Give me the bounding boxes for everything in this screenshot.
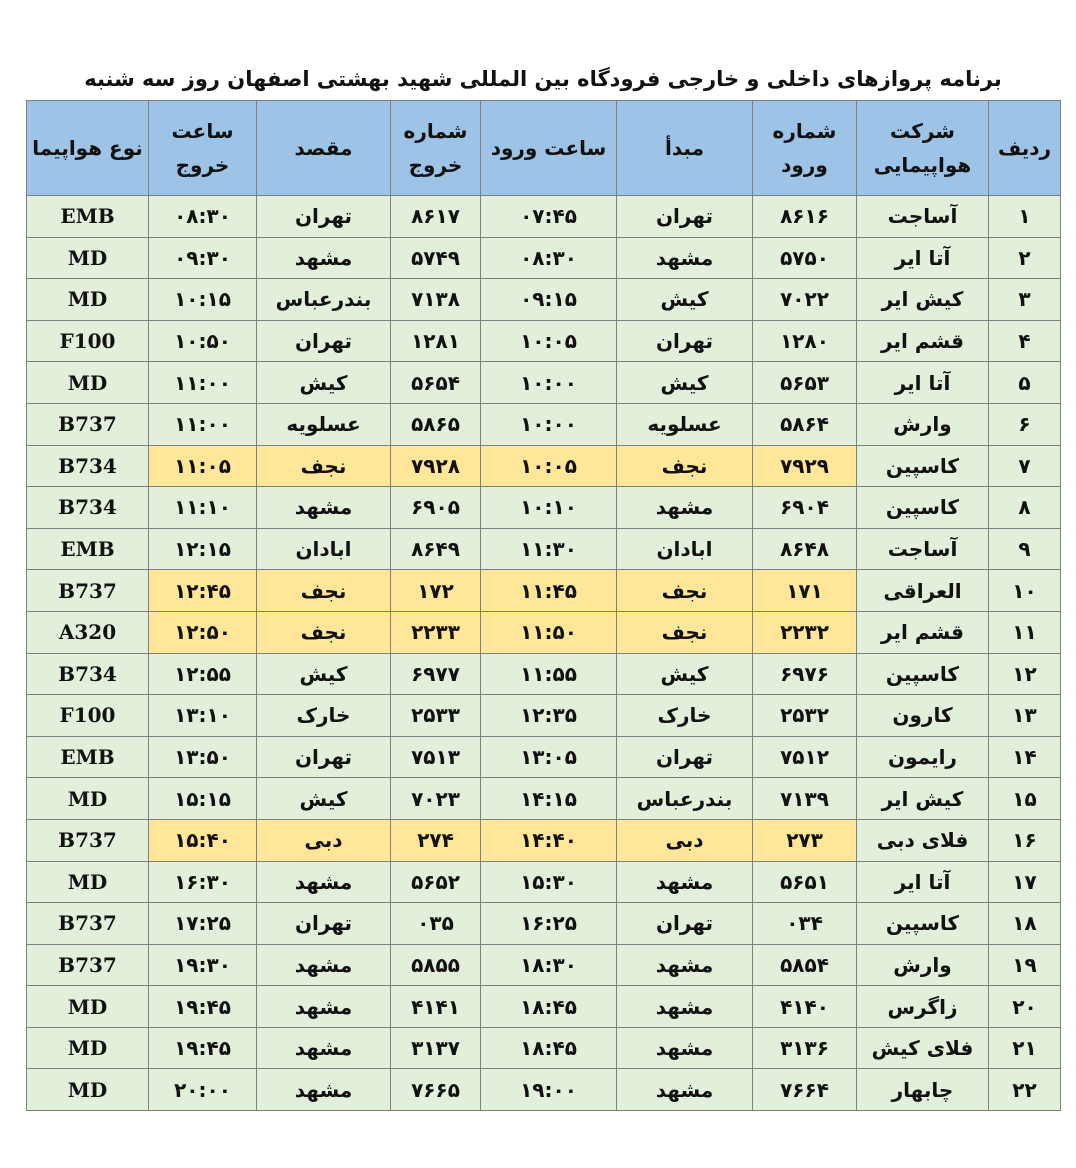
origin-cell: کیش [617, 362, 753, 404]
origin-cell: کیش [617, 279, 753, 321]
arrival-time-cell: ۱۸:۴۵ [481, 1027, 617, 1069]
origin-cell: مشهد [617, 944, 753, 986]
arrival-number-cell: ۶۹۷۶ [753, 653, 857, 695]
airline-cell: آساجت [857, 196, 989, 238]
departure-number-cell: ۴۱۴۱ [391, 986, 481, 1028]
airline-cell: آساجت [857, 528, 989, 570]
departure-number-cell: ۵۶۵۲ [391, 861, 481, 903]
aircraft-type-cell: MD [27, 986, 149, 1028]
airline-cell: قشم ایر [857, 611, 989, 653]
table-row [27, 736, 1061, 778]
origin-cell: مشهد [617, 237, 753, 279]
destination-cell: مشهد [257, 861, 391, 903]
destination-cell: مشهد [257, 237, 391, 279]
table-row [27, 1027, 1061, 1069]
destination-cell: ابادان [257, 528, 391, 570]
header-label-line1: ساعت [171, 119, 234, 143]
origin-cell: خارک [617, 695, 753, 737]
origin-cell: مشهد [617, 1027, 753, 1069]
airline-cell: کیش ایر [857, 778, 989, 820]
aircraft-type-cell: MD [27, 237, 149, 279]
destination-cell: بندرعباس [257, 279, 391, 321]
arrival-number-cell: ۸۶۱۶ [753, 196, 857, 238]
airline-cell: وارش [857, 403, 989, 445]
aircraft-type-cell: B737 [27, 819, 149, 861]
row-number-cell: ۲ [989, 237, 1061, 279]
destination-cell: نجف [257, 570, 391, 612]
aircraft-type-cell: B737 [27, 570, 149, 612]
aircraft-type-cell: F100 [27, 320, 149, 362]
departure-time-cell: ۱۲:۴۵ [149, 570, 257, 612]
aircraft-type-cell: B737 [27, 903, 149, 945]
destination-cell: مشهد [257, 1027, 391, 1069]
departure-number-cell: ۷۰۲۳ [391, 778, 481, 820]
airline-cell: قشم ایر [857, 320, 989, 362]
airline-cell: رایمون [857, 736, 989, 778]
table-row [27, 695, 1061, 737]
row-number-cell: ۶ [989, 403, 1061, 445]
airline-cell: آتا ایر [857, 237, 989, 279]
row-number-cell: ۱۷ [989, 861, 1061, 903]
departure-number-cell: ۵۶۵۴ [391, 362, 481, 404]
page-title: برنامه پروازهای داخلی و خارجی فرودگاه بین المللی شهید بهشتی اصفهان روز سه شنبه [84, 67, 1002, 91]
table-row [27, 196, 1061, 238]
arrival-time-cell: ۱۲:۳۵ [481, 695, 617, 737]
airline-cell: آتا ایر [857, 861, 989, 903]
arrival-time-cell: ۱۰:۱۰ [481, 487, 617, 529]
departure-time-cell: ۱۰:۱۵ [149, 279, 257, 321]
departure-time-cell: ۱۵:۱۵ [149, 778, 257, 820]
departure-number-cell: ۵۸۶۵ [391, 403, 481, 445]
table-row [27, 1069, 1061, 1111]
departure-time-cell: ۱۲:۵۵ [149, 653, 257, 695]
aircraft-type-cell: B737 [27, 403, 149, 445]
airline-cell: فلای کیش [857, 1027, 989, 1069]
departure-time-cell: ۱۱:۰۰ [149, 362, 257, 404]
header-label-line1: شماره [403, 119, 468, 143]
destination-cell: تهران [257, 903, 391, 945]
table-row [27, 861, 1061, 903]
arrival-time-cell: ۱۰:۰۰ [481, 362, 617, 404]
airline-cell: وارش [857, 944, 989, 986]
airline-cell: چابهار [857, 1069, 989, 1111]
header-label-line2: هواپیمایی [873, 153, 972, 177]
destination-cell: تهران [257, 320, 391, 362]
departure-time-cell: ۱۰:۵۰ [149, 320, 257, 362]
header-departure-number [391, 101, 481, 196]
arrival-time-cell: ۱۹:۰۰ [481, 1069, 617, 1111]
arrival-number-cell: ۷۵۱۲ [753, 736, 857, 778]
departure-time-cell: ۱۲:۱۵ [149, 528, 257, 570]
departure-number-cell: ۵۸۵۵ [391, 944, 481, 986]
arrival-number-cell: ۵۸۶۴ [753, 403, 857, 445]
row-number-cell: ۲۱ [989, 1027, 1061, 1069]
airline-cell: کاسپین [857, 445, 989, 487]
destination-cell: کیش [257, 653, 391, 695]
departure-number-cell: ۸۶۴۹ [391, 528, 481, 570]
arrival-number-cell: ۲۲۳۲ [753, 611, 857, 653]
departure-time-cell: ۱۱:۰۰ [149, 403, 257, 445]
arrival-time-cell: ۱۵:۳۰ [481, 861, 617, 903]
origin-cell: تهران [617, 736, 753, 778]
airline-cell: کیش ایر [857, 279, 989, 321]
arrival-time-cell: ۱۴:۴۰ [481, 819, 617, 861]
departure-number-cell: ۰۳۵ [391, 903, 481, 945]
departure-number-cell: ۲۷۴ [391, 819, 481, 861]
aircraft-type-cell: B737 [27, 944, 149, 986]
row-number-cell: ۱۱ [989, 611, 1061, 653]
destination-cell: دبی [257, 819, 391, 861]
origin-cell: نجف [617, 570, 753, 612]
arrival-time-cell: ۱۸:۴۵ [481, 986, 617, 1028]
departure-number-cell: ۲۲۳۳ [391, 611, 481, 653]
table-row [27, 320, 1061, 362]
table-body [27, 196, 1061, 1111]
header-label-line1: مبدأ [665, 136, 704, 160]
arrival-time-cell: ۱۰:۰۰ [481, 403, 617, 445]
header-label-line2: خروج [408, 153, 463, 177]
header-label-line1: شرکت [890, 119, 955, 143]
departure-number-cell: ۸۶۱۷ [391, 196, 481, 238]
row-number-cell: ۱۹ [989, 944, 1061, 986]
arrival-time-cell: ۰۹:۱۵ [481, 279, 617, 321]
departure-time-cell: ۱۷:۲۵ [149, 903, 257, 945]
origin-cell: نجف [617, 445, 753, 487]
origin-cell: مشهد [617, 986, 753, 1028]
aircraft-type-cell: MD [27, 279, 149, 321]
origin-cell: تهران [617, 320, 753, 362]
header-label-line1: نوع هواپیما [32, 136, 143, 160]
departure-time-cell: ۱۳:۱۰ [149, 695, 257, 737]
row-number-cell: ۱ [989, 196, 1061, 238]
table-row [27, 570, 1061, 612]
destination-cell: مشهد [257, 986, 391, 1028]
aircraft-type-cell: EMB [27, 736, 149, 778]
header-label-line1: مقصد [294, 136, 353, 160]
row-number-cell: ۱۰ [989, 570, 1061, 612]
destination-cell: عسلویه [257, 403, 391, 445]
origin-cell: نجف [617, 611, 753, 653]
arrival-time-cell: ۱۶:۲۵ [481, 903, 617, 945]
arrival-number-cell: ۵۶۵۳ [753, 362, 857, 404]
aircraft-type-cell: EMB [27, 196, 149, 238]
row-number-cell: ۱۶ [989, 819, 1061, 861]
aircraft-type-cell: A320 [27, 611, 149, 653]
destination-cell: خارک [257, 695, 391, 737]
departure-time-cell: ۱۶:۳۰ [149, 861, 257, 903]
aircraft-type-cell: MD [27, 861, 149, 903]
row-number-cell: ۹ [989, 528, 1061, 570]
arrival-number-cell: ۱۷۱ [753, 570, 857, 612]
departure-time-cell: ۱۱:۱۰ [149, 487, 257, 529]
row-number-cell: ۱۳ [989, 695, 1061, 737]
airline-cell: کاسپین [857, 903, 989, 945]
row-number-cell: ۱۸ [989, 903, 1061, 945]
origin-cell: بندرعباس [617, 778, 753, 820]
table-row [27, 279, 1061, 321]
arrival-time-cell: ۱۳:۰۵ [481, 736, 617, 778]
airline-cell: کاسپین [857, 653, 989, 695]
airline-cell: کارون [857, 695, 989, 737]
arrival-number-cell: ۷۱۳۹ [753, 778, 857, 820]
aircraft-type-cell: B734 [27, 487, 149, 529]
departure-number-cell: ۵۷۴۹ [391, 237, 481, 279]
aircraft-type-cell: B734 [27, 653, 149, 695]
origin-cell: مشهد [617, 861, 753, 903]
row-number-cell: ۲۲ [989, 1069, 1061, 1111]
origin-cell: عسلویه [617, 403, 753, 445]
table-row [27, 944, 1061, 986]
flight-schedule-table [26, 100, 1061, 1111]
destination-cell: مشهد [257, 944, 391, 986]
header-row [27, 101, 1061, 196]
row-number-cell: ۳ [989, 279, 1061, 321]
arrival-time-cell: ۱۱:۳۰ [481, 528, 617, 570]
departure-number-cell: ۷۱۳۸ [391, 279, 481, 321]
destination-cell: نجف [257, 611, 391, 653]
arrival-number-cell: ۰۳۴ [753, 903, 857, 945]
destination-cell: مشهد [257, 1069, 391, 1111]
header-airline [857, 101, 989, 196]
row-number-cell: ۱۵ [989, 778, 1061, 820]
arrival-time-cell: ۰۸:۳۰ [481, 237, 617, 279]
table-row [27, 903, 1061, 945]
destination-cell: تهران [257, 736, 391, 778]
header-arrival-time [481, 101, 617, 196]
aircraft-type-cell: MD [27, 362, 149, 404]
destination-cell: تهران [257, 196, 391, 238]
header-label-line2: ورود [781, 153, 828, 177]
arrival-number-cell: ۲۷۳ [753, 819, 857, 861]
table-row [27, 362, 1061, 404]
header-arrival-number [753, 101, 857, 196]
departure-number-cell: ۱۲۸۱ [391, 320, 481, 362]
origin-cell: مشهد [617, 487, 753, 529]
header-label-line1: ساعت ورود [490, 136, 607, 160]
departure-time-cell: ۱۹:۴۵ [149, 986, 257, 1028]
departure-time-cell: ۱۵:۴۰ [149, 819, 257, 861]
departure-number-cell: ۱۷۲ [391, 570, 481, 612]
arrival-number-cell: ۶۹۰۴ [753, 487, 857, 529]
arrival-time-cell: ۱۱:۵۵ [481, 653, 617, 695]
aircraft-type-cell: MD [27, 1069, 149, 1111]
arrival-number-cell: ۷۰۲۲ [753, 279, 857, 321]
departure-time-cell: ۱۱:۰۵ [149, 445, 257, 487]
destination-cell: مشهد [257, 487, 391, 529]
departure-time-cell: ۱۲:۵۰ [149, 611, 257, 653]
table-row [27, 445, 1061, 487]
row-number-cell: ۷ [989, 445, 1061, 487]
row-number-cell: ۵ [989, 362, 1061, 404]
departure-number-cell: ۶۹۰۵ [391, 487, 481, 529]
table-row [27, 778, 1061, 820]
departure-time-cell: ۱۹:۳۰ [149, 944, 257, 986]
aircraft-type-cell: B734 [27, 445, 149, 487]
airline-cell: العراقی [857, 570, 989, 612]
departure-time-cell: ۰۹:۳۰ [149, 237, 257, 279]
arrival-number-cell: ۵۶۵۱ [753, 861, 857, 903]
table-row [27, 528, 1061, 570]
arrival-number-cell: ۲۵۳۲ [753, 695, 857, 737]
header-departure-time [149, 101, 257, 196]
header-label-line1: شماره [772, 119, 837, 143]
airline-cell: کاسپین [857, 487, 989, 529]
header-label-line1: ردیف [997, 136, 1052, 160]
airline-cell: آتا ایر [857, 362, 989, 404]
origin-cell: تهران [617, 196, 753, 238]
arrival-time-cell: ۱۸:۳۰ [481, 944, 617, 986]
departure-number-cell: ۷۵۱۳ [391, 736, 481, 778]
destination-cell: کیش [257, 778, 391, 820]
header-origin [617, 101, 753, 196]
header-label-line2: خروج [175, 153, 230, 177]
arrival-number-cell: ۴۱۴۰ [753, 986, 857, 1028]
arrival-number-cell: ۱۲۸۰ [753, 320, 857, 362]
arrival-number-cell: ۵۸۵۴ [753, 944, 857, 986]
table-row [27, 986, 1061, 1028]
departure-time-cell: ۰۸:۳۰ [149, 196, 257, 238]
destination-cell: نجف [257, 445, 391, 487]
row-number-cell: ۴ [989, 320, 1061, 362]
departure-number-cell: ۷۶۶۵ [391, 1069, 481, 1111]
table-row [27, 819, 1061, 861]
aircraft-type-cell: MD [27, 778, 149, 820]
origin-cell: دبی [617, 819, 753, 861]
header-row-number [989, 101, 1061, 196]
header-aircraft-type [27, 101, 149, 196]
origin-cell: مشهد [617, 1069, 753, 1111]
row-number-cell: ۱۲ [989, 653, 1061, 695]
airline-cell: فلای دبی [857, 819, 989, 861]
arrival-time-cell: ۰۷:۴۵ [481, 196, 617, 238]
departure-time-cell: ۱۹:۴۵ [149, 1027, 257, 1069]
departure-number-cell: ۶۹۷۷ [391, 653, 481, 695]
origin-cell: کیش [617, 653, 753, 695]
aircraft-type-cell: F100 [27, 695, 149, 737]
origin-cell: تهران [617, 903, 753, 945]
row-number-cell: ۲۰ [989, 986, 1061, 1028]
departure-number-cell: ۷۹۲۸ [391, 445, 481, 487]
departure-time-cell: ۱۳:۵۰ [149, 736, 257, 778]
table-row [27, 237, 1061, 279]
table-row [27, 487, 1061, 529]
origin-cell: ابادان [617, 528, 753, 570]
arrival-number-cell: ۵۷۵۰ [753, 237, 857, 279]
departure-time-cell: ۲۰:۰۰ [149, 1069, 257, 1111]
aircraft-type-cell: EMB [27, 528, 149, 570]
departure-number-cell: ۲۵۳۳ [391, 695, 481, 737]
airline-cell: زاگرس [857, 986, 989, 1028]
aircraft-type-cell: MD [27, 1027, 149, 1069]
arrival-time-cell: ۱۱:۵۰ [481, 611, 617, 653]
arrival-time-cell: ۱۰:۰۵ [481, 320, 617, 362]
arrival-time-cell: ۱۰:۰۵ [481, 445, 617, 487]
table-row [27, 653, 1061, 695]
arrival-number-cell: ۷۹۲۹ [753, 445, 857, 487]
destination-cell: کیش [257, 362, 391, 404]
row-number-cell: ۱۴ [989, 736, 1061, 778]
arrival-number-cell: ۷۶۶۴ [753, 1069, 857, 1111]
arrival-number-cell: ۳۱۳۶ [753, 1027, 857, 1069]
departure-number-cell: ۳۱۳۷ [391, 1027, 481, 1069]
arrival-time-cell: ۱۴:۱۵ [481, 778, 617, 820]
table-row [27, 611, 1061, 653]
row-number-cell: ۸ [989, 487, 1061, 529]
arrival-number-cell: ۸۶۴۸ [753, 528, 857, 570]
arrival-time-cell: ۱۱:۴۵ [481, 570, 617, 612]
header-destination [257, 101, 391, 196]
table-row [27, 403, 1061, 445]
